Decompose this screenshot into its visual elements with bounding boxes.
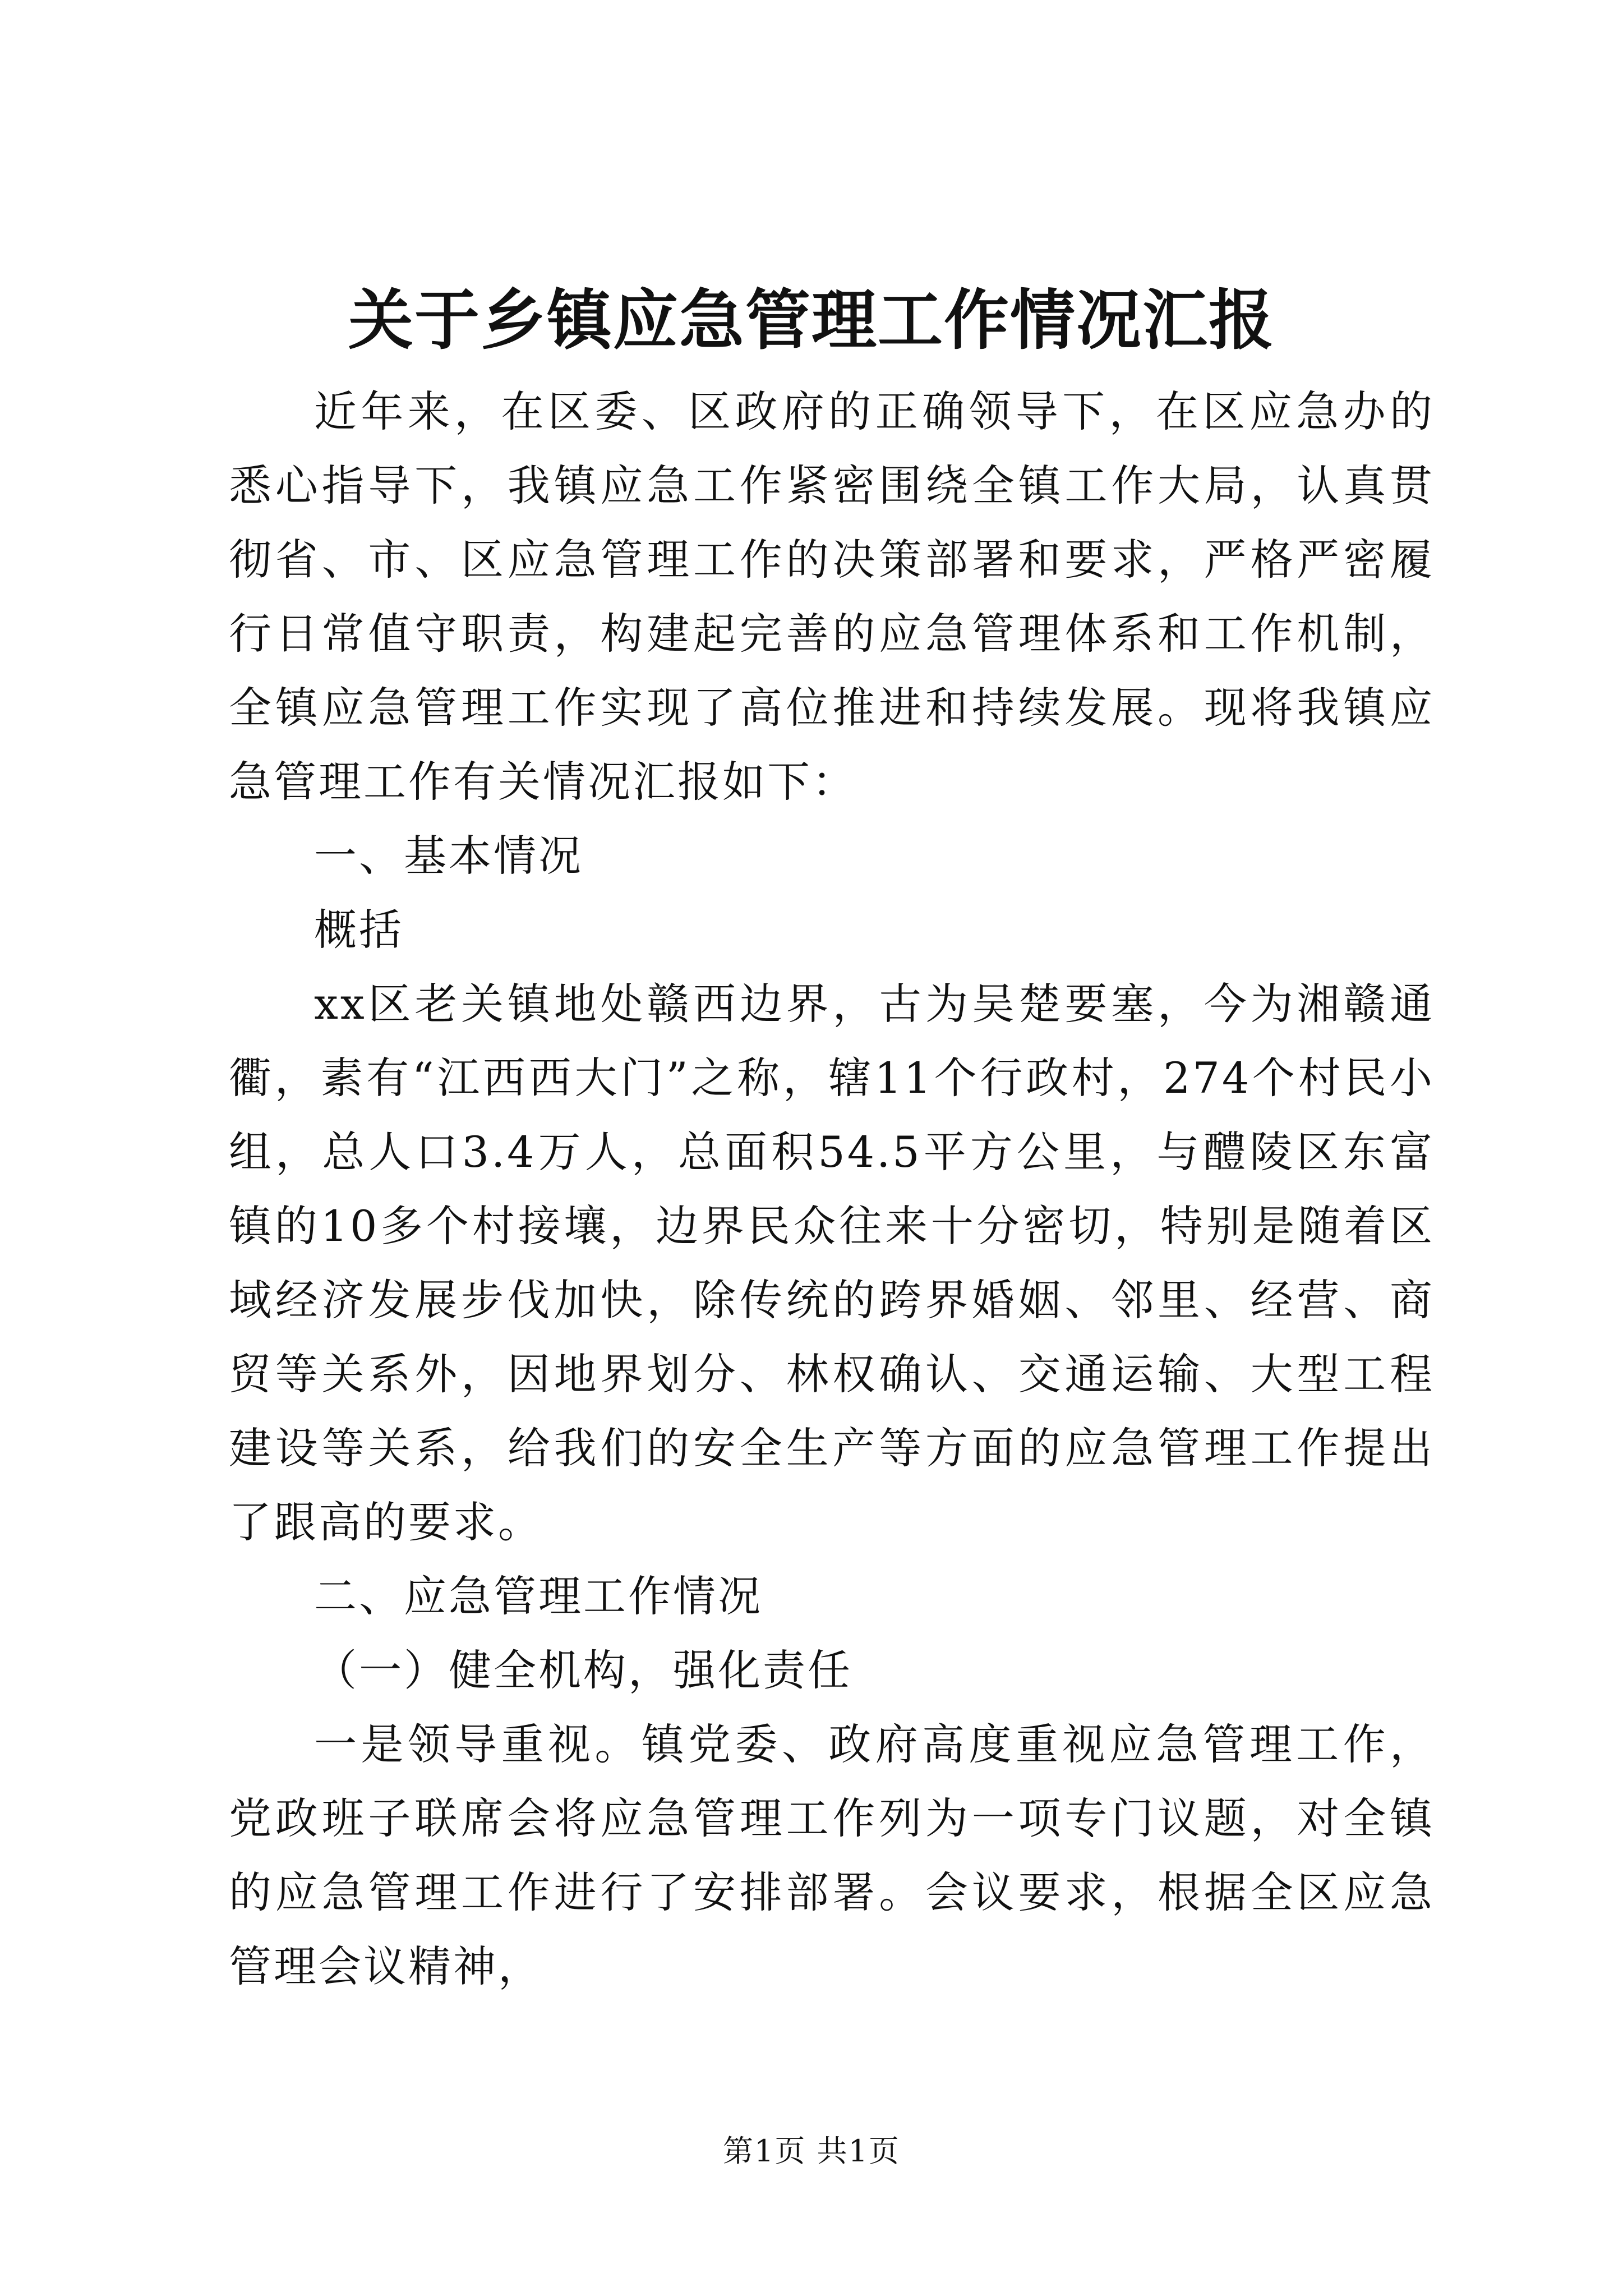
body-paragraph: 近年来，在区委、区政府的正确领导下，在区应急办的悉心指导下，我镇应急工作紧密围绕全镇工作大局，认真贯彻省、市、区应急管理工作的决策部署和要求，严格严密履行日常值守职责，构建起完善的应急管理体系和工作机制，全镇应急管理工作实现了高位推进和持续发展。现将我镇应急管理工作有关情况汇报如下： [229,386,1435,807]
section-subtitle: 概括 [314,905,404,955]
section-heading: 一、基本情况 [314,831,583,881]
body-paragraph: xx区老关镇地处赣西边界，古为吴楚要塞，今为湘赣通衢，素有“江西西大门”之称，辖11个行政村，274个村民小组，总人口3.4万人，总面积54.5平方公里，与醴陵区东富镇的10多个村接壤，边界民众往来十分密切，特别是随着区域经济发展步伐加快，除传统的跨界婚姻、邻里、经营、商贸等关系外，因地界划分、林权确认、交通运输、大型工程建设等关系，给我们的安全生产等方面的应急管理工作提出了跟高的要求。 [229,979,1435,1547]
document-title: 关于乡镇应急管理工作情况汇报 [348,282,1275,358]
section-heading: 二、应急管理工作情况 [314,1571,763,1621]
document-body [229,375,1435,2004]
body-paragraph: 一是领导重视。镇党委、政府高度重视应急管理工作，党政班子联席会将应急管理工作列为一项专门议题，对全镇的应急管理工作进行了安排部署。会议要求，根据全区应急管理会议精神， [229,1719,1435,1991]
subsection-heading: （一）健全机构，强化责任 [314,1645,852,1695]
page-footer: 第1页 共1页 [723,2133,900,2169]
